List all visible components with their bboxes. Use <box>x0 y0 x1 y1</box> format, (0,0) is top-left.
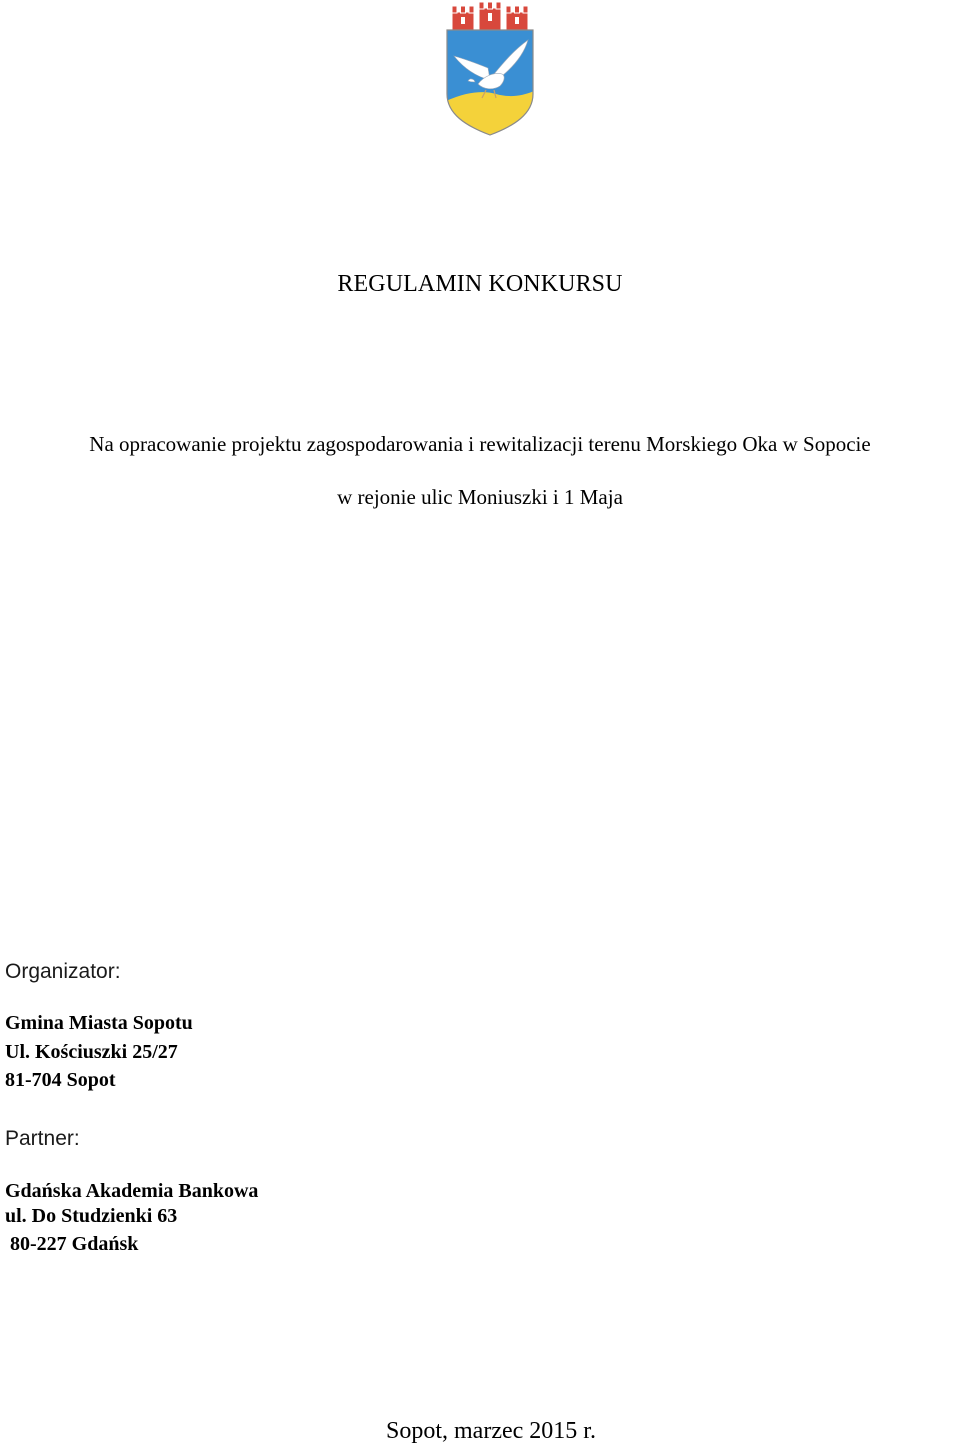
organizer-label: Organizator: <box>5 960 121 983</box>
organizer-name: Gmina Miasta Sopotu <box>5 1012 193 1034</box>
partner-street: ul. Do Studzienki 63 <box>5 1205 178 1227</box>
document-subtitle-line2: w rejonie ulic Moniuszki i 1 Maja <box>337 485 623 509</box>
partner-city: 80-227 Gdańsk <box>10 1233 139 1255</box>
coat-of-arms-icon <box>444 2 536 136</box>
document-subtitle-line1: Na opracowanie projektu zagospodarowania i rewitalizacji terenu Morskiego Oka w Sopocie <box>89 432 871 456</box>
partner-label: Partner: <box>5 1127 80 1150</box>
place-and-date: Sopot, marzec 2015 r. <box>386 1418 596 1444</box>
partner-name: Gdańska Akademia Bankowa <box>5 1180 259 1202</box>
document-title: REGULAMIN KONKURSU <box>337 271 623 297</box>
organizer-street: Ul. Kościuszki 25/27 <box>5 1041 178 1063</box>
organizer-city: 81-704 Sopot <box>5 1069 116 1091</box>
